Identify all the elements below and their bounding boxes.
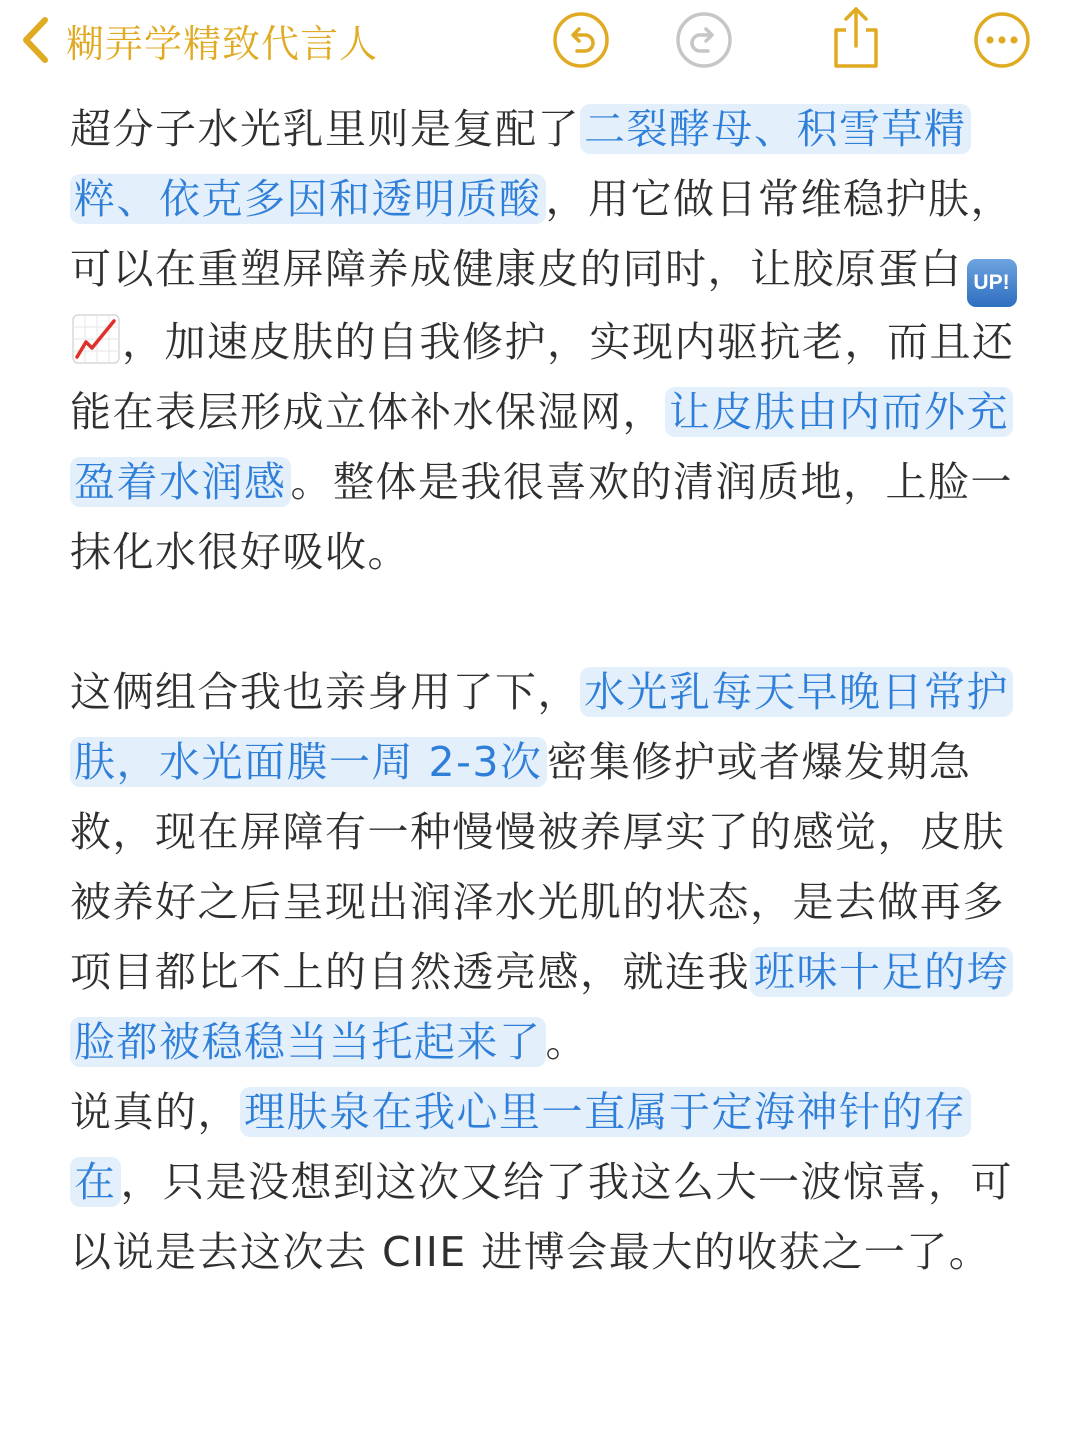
text-run: 超分子水光乳里则是复配了 [70,105,580,153]
highlighted-text: 让皮肤由内而外充盈着水润感 [70,387,1013,507]
redo-button[interactable] [674,10,734,70]
top-toolbar [0,0,1080,84]
back-label: 糊弄学精致代言人 [66,21,379,66]
blank-line [70,587,1030,657]
paragraph-2 [70,657,1030,1077]
undo-icon [551,10,611,70]
text-run: 密集修护或者爆发期急救，现在屏障有一种慢慢被养厚实了的感觉，皮肤被养好之后呈现出润泽水光肌的状态，是去做再多项目都比不上的自然透亮感，就连我 [70,738,1005,996]
share-icon [826,4,886,70]
redo-icon [674,10,734,70]
highlighted-text: 班味十足的垮脸都被稳稳当当托起来了 [70,947,1013,1067]
share-button[interactable] [826,4,886,70]
highlighted-text: 水光乳每天早晚日常护肤，水光面膜一周 2-3次 [70,667,1013,787]
highlighted-text: 二裂酵母、积雪草精粹、依克多因和透明质酸 [70,104,971,224]
note-body[interactable] [70,94,1030,1287]
text-run: ，加速皮肤的自我修护，实现内驱抗老，而且还能在表层形成立体补水保湿网， [70,318,1015,436]
more-button[interactable] [972,10,1032,70]
text-run: ，用它做日常维稳护肤，可以在重塑屏障养成健康皮的同时，让胶原蛋白 [70,175,1013,293]
paragraph-1 [70,94,1030,587]
up-emoji-icon: UP! [967,259,1017,307]
more-icon [972,10,1032,70]
text-run: 。整体是我很喜欢的清润质地，上脸一抹化水很好吸收。 [70,458,1013,576]
back-button[interactable] [18,8,378,72]
text-run: 。 [545,1018,588,1066]
text-run: 这俩组合我也亲身用了下， [70,668,580,716]
undo-button[interactable] [551,10,611,70]
chevron-left-icon [18,15,52,65]
text-run: 说真的， [70,1088,240,1136]
paragraph-3 [70,1077,1030,1287]
chart-increasing-emoji-icon [72,314,120,364]
text-run: ，只是没想到这次又给了我这么大一波惊喜，可以说是去这次去 CIIE 进博会最大的收获之一了。 [70,1158,1013,1276]
highlighted-text: 理肤泉在我心里一直属于定海神针的存在 [70,1087,971,1207]
